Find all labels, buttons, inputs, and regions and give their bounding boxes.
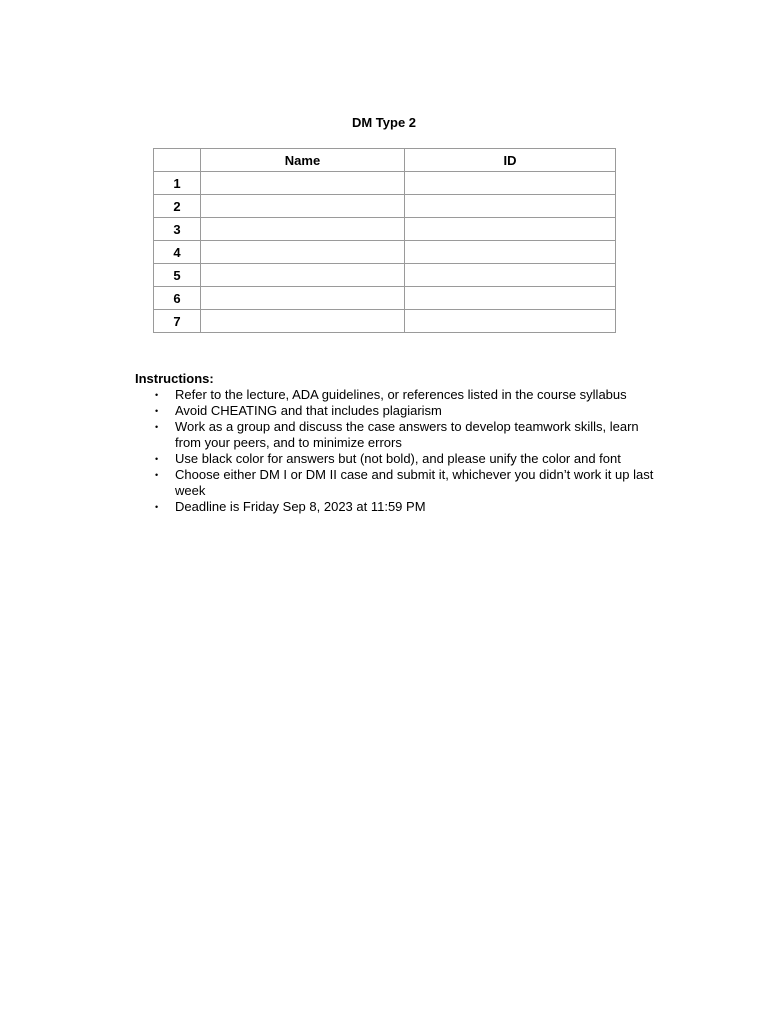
document-title: DM Type 2 [351,115,417,130]
bullet-icon: • [155,502,159,512]
table-row [154,310,616,333]
list-item [135,387,655,403]
table-row [154,195,616,218]
name-cell [201,218,405,241]
id-cell [405,264,616,287]
instructions-section [135,371,655,515]
list-item [135,451,655,467]
list-item [135,499,655,515]
table-row [154,241,616,264]
name-cell [201,195,405,218]
roster-table [153,148,616,333]
list-item [135,403,655,419]
bullet-icon: • [155,390,159,400]
id-cell [405,287,616,310]
table-row [154,172,616,195]
name-cell [201,241,405,264]
id-cell [405,195,616,218]
id-cell [405,172,616,195]
header-id: ID [405,149,616,172]
bullet-icon: • [155,454,159,464]
instructions-list [135,387,655,515]
row-number: 4 [154,241,201,264]
instruction-text: Work as a group and discuss the case answers to develop teamwork skills, learn from your peers, and to minimize errors [175,419,639,450]
row-number: 5 [154,264,201,287]
table-row [154,287,616,310]
instructions-heading: Instructions: [135,371,214,386]
table-row [154,218,616,241]
name-cell [201,264,405,287]
table-header-row [154,149,616,172]
table-row [154,264,616,287]
row-number: 1 [154,172,201,195]
instruction-text: Avoid CHEATING and that includes plagiarism [175,403,442,418]
instruction-text: Use black color for answers but (not bold), and please unify the color and font [175,451,621,466]
bullet-icon: • [155,470,159,480]
row-number: 6 [154,287,201,310]
list-item [135,467,655,499]
row-number: 3 [154,218,201,241]
header-number [154,149,201,172]
row-number: 2 [154,195,201,218]
id-cell [405,218,616,241]
id-cell [405,241,616,264]
bullet-icon: • [155,406,159,416]
name-cell [201,172,405,195]
name-cell [201,287,405,310]
name-cell [201,310,405,333]
instruction-text: Deadline is Friday Sep 8, 2023 at 11:59 PM [175,499,426,514]
header-name: Name [201,149,405,172]
instruction-text: Refer to the lecture, ADA guidelines, or references listed in the course syllabus [175,387,627,402]
id-cell [405,310,616,333]
row-number: 7 [154,310,201,333]
list-item [135,419,655,451]
bullet-icon: • [155,422,159,432]
instruction-text: Choose either DM I or DM II case and submit it, whichever you didn’t work it up last week [175,467,654,498]
